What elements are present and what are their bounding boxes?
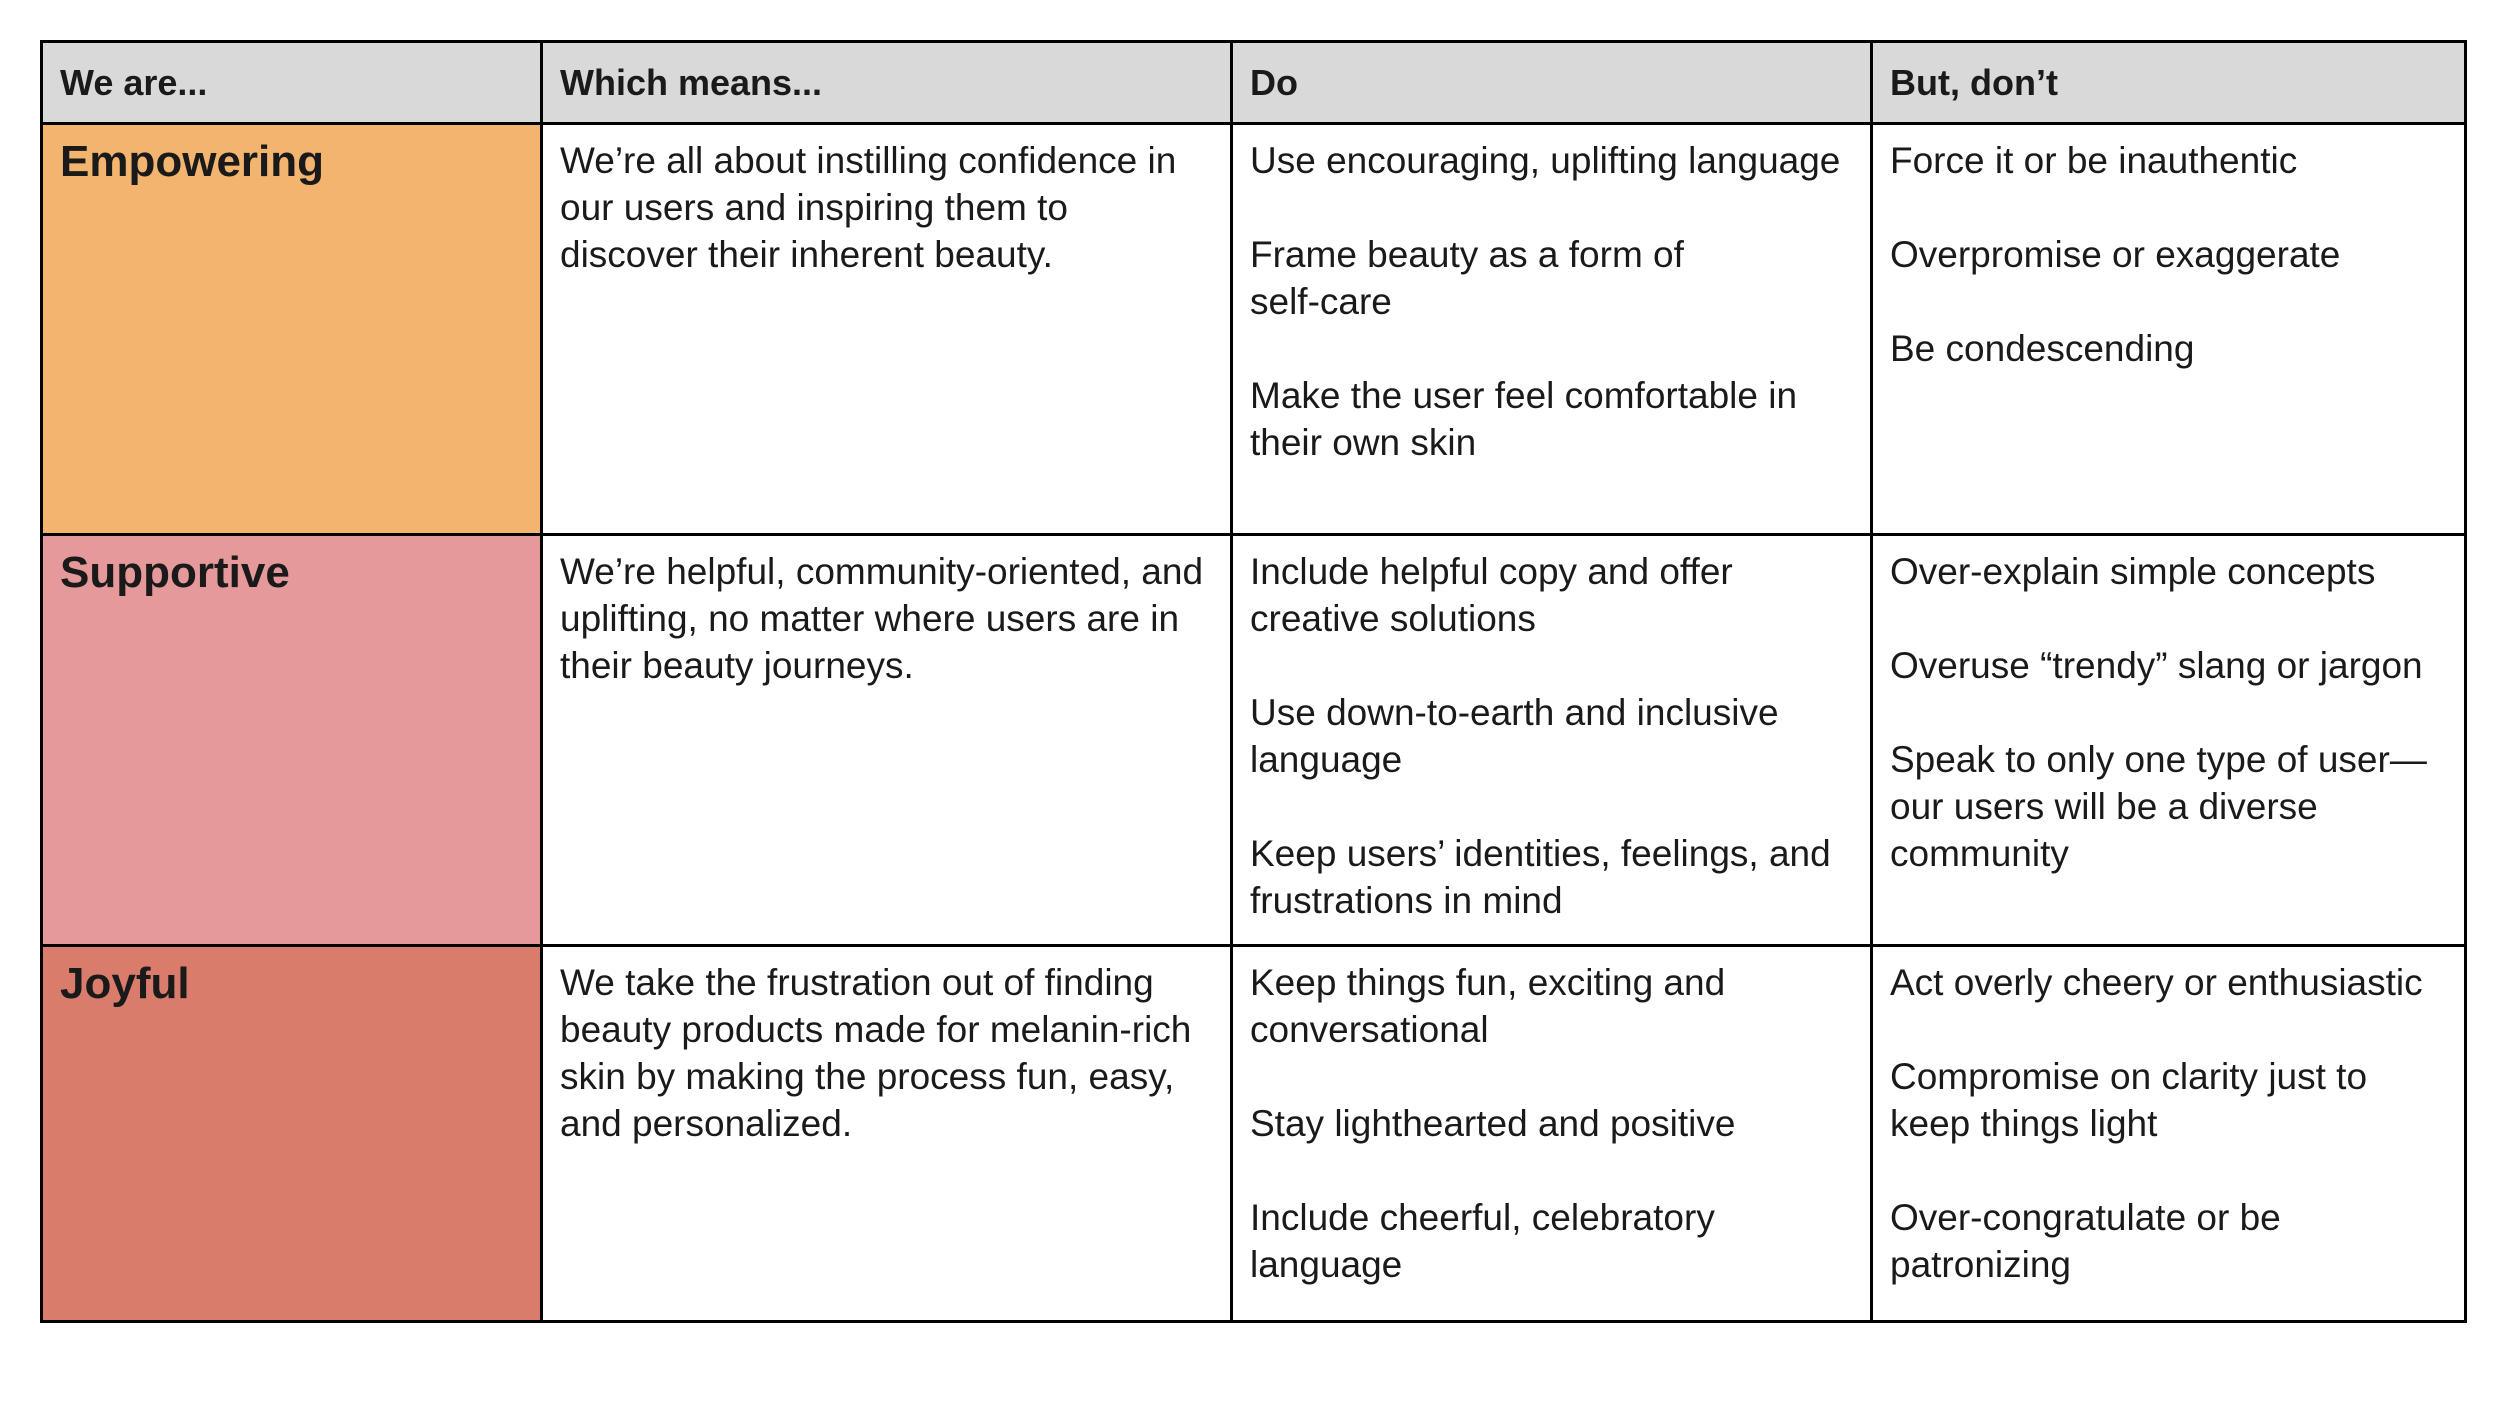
table-row-empowering <box>42 124 2466 535</box>
dont-cell <box>1872 535 2466 946</box>
do-item: Make the user feel comfortable in their own skin <box>1250 375 1798 463</box>
dont-item: Overpromise or exaggerate <box>1890 234 2341 275</box>
do-item: Use encouraging, uplifting language <box>1250 140 1841 181</box>
table-row-joyful <box>42 946 2466 1322</box>
dont-item: Be condescending <box>1890 328 2195 369</box>
dont-item: Over-congratulate or be patronizing <box>1890 1197 2281 1285</box>
meaning-text: We’re all about instilling confidence in our users and inspiring them to discover their inherent beauty. <box>560 140 1177 275</box>
dont-item: Force it or be inauthentic <box>1890 140 2298 181</box>
trait-label: Supportive <box>60 548 290 597</box>
trait-label: Joyful <box>60 959 190 1008</box>
header-do: Do <box>1232 42 1872 124</box>
dont-cell <box>1872 124 2466 535</box>
do-item: Stay lighthearted and positive <box>1250 1103 1736 1144</box>
dont-item: Speak to only one type of user—our users will be a diverse community <box>1890 739 2427 874</box>
do-cell <box>1232 124 1872 535</box>
meaning-cell <box>542 124 1232 535</box>
dont-item: Compromise on clarity just to keep things light <box>1890 1056 2368 1144</box>
dont-cell <box>1872 946 2466 1322</box>
trait-cell-joyful <box>42 946 542 1322</box>
do-cell <box>1232 946 1872 1322</box>
do-item: Frame beauty as a form of self-care <box>1250 234 1684 322</box>
meaning-cell <box>542 535 1232 946</box>
do-item: Include helpful copy and offer creative solutions <box>1250 551 1733 639</box>
meaning-text: We’re helpful, community-oriented, and uplifting, no matter where users are in their beauty journeys. <box>560 551 1204 686</box>
header-dont: But, don’t <box>1872 42 2466 124</box>
dont-item: Act overly cheery or enthusiastic <box>1890 962 2423 1003</box>
trait-cell-supportive <box>42 535 542 946</box>
meaning-cell <box>542 946 1232 1322</box>
do-cell <box>1232 535 1872 946</box>
table-row-supportive <box>42 535 2466 946</box>
meaning-text: We take the frustration out of finding beauty products made for melanin-rich skin by making the process fun, easy, and personalized. <box>560 962 1192 1144</box>
trait-cell-empowering <box>42 124 542 535</box>
voice-tone-table <box>40 40 2467 1323</box>
do-item: Keep things fun, exciting and conversational <box>1250 962 1726 1050</box>
header-we-are: We are... <box>42 42 542 124</box>
dont-item: Over-explain simple concepts <box>1890 551 2376 592</box>
header-which-means: Which means... <box>542 42 1232 124</box>
table-header-row <box>42 42 2466 124</box>
do-item: Include cheerful, celebratory language <box>1250 1197 1715 1285</box>
dont-item: Overuse “trendy” slang or jargon <box>1890 645 2423 686</box>
do-item: Use down-to-earth and inclusive language <box>1250 692 1779 780</box>
trait-label: Empowering <box>60 137 325 186</box>
do-item: Keep users’ identities, feelings, and frustrations in mind <box>1250 833 1831 921</box>
